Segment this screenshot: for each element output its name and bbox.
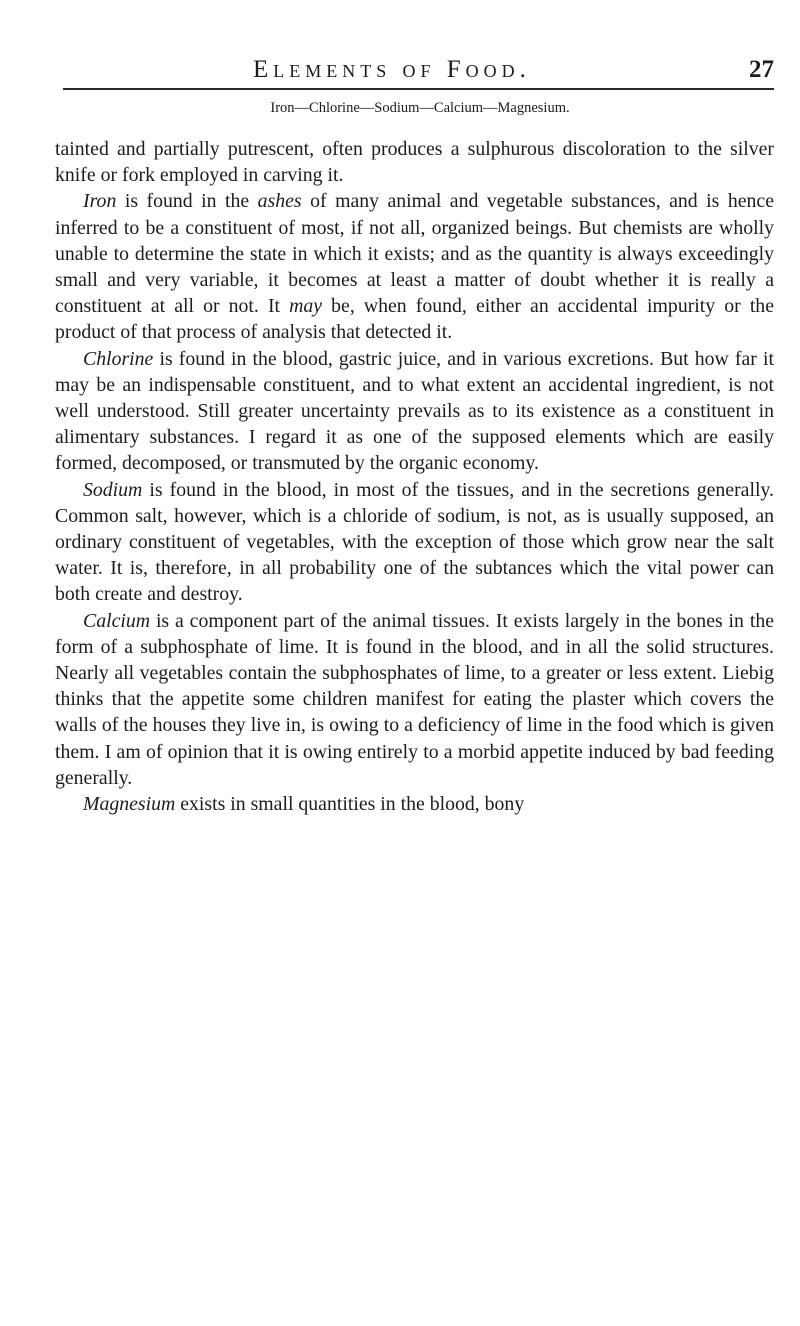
page-number: 27 (749, 56, 774, 83)
running-head (0, 54, 800, 86)
term-iron: Iron (83, 190, 117, 213)
paragraph-continuation: tainted and partially putrescent, often produces a sulphurous discoloration to the silver knife or fork employed in carving it. (55, 138, 774, 187)
term-chlorine: Chlorine (83, 347, 154, 370)
term-may: may (289, 295, 323, 318)
body-text (55, 136, 774, 817)
term-calcium: Calcium (83, 609, 151, 632)
iron-text-pre: is found in the (124, 190, 250, 213)
sodium-text: is found in the blood, in most of the tissues, and in the secretions generally. Common salt, however, which is a chloride of sodium, is not, as is usually supposed, an ordinary constituent of vegetables, with the exception of those which grow near the salt water. It is, therefore, in all probability one of the subtances which the vital power can both create and destroy. (55, 478, 774, 606)
section-subhead: Iron—Chlorine—Sodium—Calcium—Magnesium. (270, 100, 570, 116)
iron-text-mid: of many animal and vegetable substances, and is hence inferred to be a constituent of most, if not all, organized beings. But chemists are wholly unable to determine the state in which it exists; and as the quantity is always exceedingly small and very variable, it becomes at least a matter of doubt whether it is really a constituent at all or not. It (55, 190, 774, 318)
term-magnesium: Magnesium (83, 793, 176, 816)
term-sodium: Sodium (83, 478, 143, 501)
chlorine-text: is found in the blood, gastric juice, and in various excretions. But how far it may be an indispensable constituent, and to what extent an accidental ingredient, is not well understood. Still greater uncertainty prevails as to its existence as a constituent in alimentary substances. I regard it as one of the supposed elements which are easily formed, decomposed, or transmuted by the organic economy. (55, 347, 774, 475)
paragraph-sodium (55, 477, 774, 608)
iron-text-post: be, when found, either an accidental impurity or the product of that process of analysis that detected it. (55, 295, 774, 344)
paragraph-chlorine (55, 346, 774, 477)
magnesium-text: exists in small quantities in the blood, bony (180, 793, 525, 816)
paragraph-calcium (55, 608, 774, 791)
paragraph-iron (55, 188, 774, 345)
header-rule (63, 88, 774, 90)
calcium-text: is a component part of the animal tissues. It exists largely in the bones in the form of a subphosphate of lime. It is found in the blood, and in all the solid structures. Nearly all vegetables contain the subphosphates of lime, to a greater or less extent. Liebig thinks that the appetite some children manifest for eating the plaster which covers the walls of the houses they live in, is owing to a deficiency of lime in the food which is given them. I am of opinion that it is owing entirely to a morbid appetite induced by bad feeding generally. (55, 609, 774, 789)
chapter-title: Elements of Food. (253, 56, 531, 83)
term-ashes: ashes (257, 190, 302, 213)
paragraph-magnesium (55, 791, 774, 817)
